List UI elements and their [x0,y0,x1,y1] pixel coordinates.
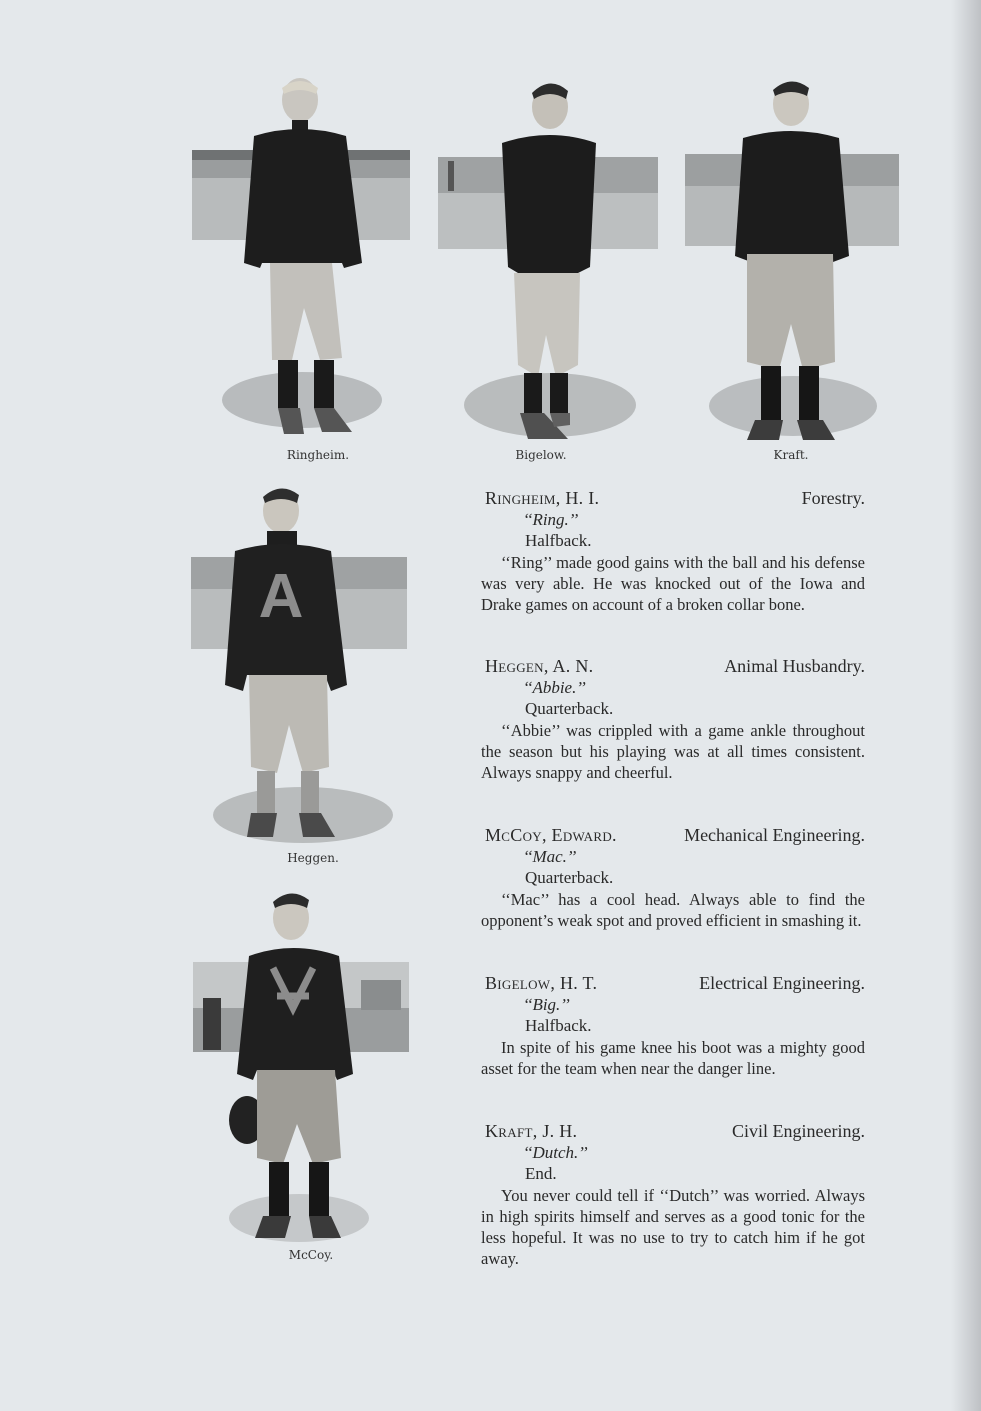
photo-caption-bigelow: Bigelow. [515,448,567,462]
bio-department: Forestry. [801,488,865,508]
bio-nickname: ‘‘Mac.’’ [523,847,577,866]
bio-nickname: ‘‘Big.’’ [523,995,570,1014]
bio-nickname: ‘‘Ring.’’ [523,510,579,529]
bio-name: Ringheim, H. I. [485,488,600,508]
bio-department: Animal Husbandry. [724,656,865,676]
bio-position: Halfback. [525,1016,592,1035]
photo-caption-mccoy: McCoy. [288,1248,334,1262]
bio-heggen [481,656,865,783]
bio-name: McCoy, Edward. [485,825,617,845]
photo-heggen [191,485,409,847]
photo-ringheim [192,78,412,440]
bio-position: End. [525,1164,557,1183]
bio-nickname: ‘‘Dutch.’’ [523,1143,588,1162]
bio-kraft [481,1121,865,1269]
photo-caption-heggen: Heggen. [287,851,339,865]
bio-department: Electrical Engineering. [699,973,865,993]
bio-text: ‘‘Abbie’’ was crippled with a game ankle throughout the season but his playing was at all times consistent. Always snappy and cheerful. [481,721,865,782]
bio-text: ‘‘Mac’’ has a cool head. Always able to find the opponent’s weak spot and proved efficient in smashing it. [481,890,865,930]
bio-text: You never could tell if ‘‘Dutch’’ was worried. Always in high spirits himself and serves as a good tonic for the less hopeful. It was no use to try to catch him if he got away. [481,1186,865,1268]
bio-nickname: ‘‘Abbie.’’ [523,678,586,697]
sweater-letter: A [258,562,304,631]
bio-bigelow [481,973,865,1079]
bio-text: ‘‘Ring’’ made good gains with the ball and his defense was very able. He was knocked out of the Iowa and Drake games on account of a broken collar bone. [481,553,865,614]
page-edge-shadow [951,0,981,1411]
photo-bigelow [438,75,660,445]
bio-position: Halfback. [525,531,592,550]
bio-name: Kraft, J. H. [485,1121,578,1141]
photo-kraft [685,74,901,442]
bio-position: Quarterback. [525,868,614,887]
bio-text: In spite of his game knee his boot was a mighty good asset for the team when near the danger line. [481,1038,865,1078]
bio-name: Bigelow, H. T. [485,973,598,993]
photo-mccoy [193,888,411,1248]
bio-mccoy [481,825,865,931]
bio-ringheim [481,488,865,615]
bio-department: Civil Engineering. [732,1121,865,1141]
bio-department: Mechanical Engineering. [684,825,865,845]
photo-caption-ringheim: Ringheim. [286,448,350,462]
bio-name: Heggen, A. N. [485,656,594,676]
photo-caption-kraft: Kraft. [773,448,809,462]
bio-position: Quarterback. [525,699,614,718]
